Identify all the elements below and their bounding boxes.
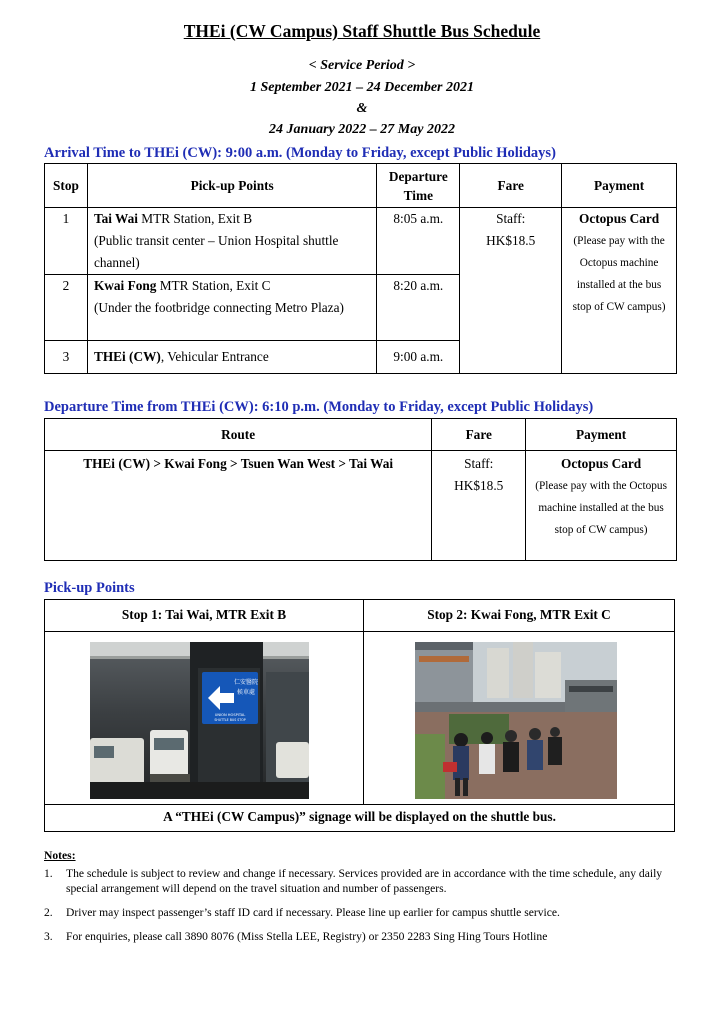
arrival-heading: Arrival Time to THEi (CW): 9:00 a.m. (Monday to Friday, except Public Holidays) <box>44 145 556 161</box>
departure-time: 9:00 a.m. <box>377 341 460 374</box>
payment-cell <box>562 208 677 374</box>
service-period-label: < Service Period > <box>308 58 416 73</box>
sign-text-cn-2: 候車處 <box>236 689 256 696</box>
note-number: 1. <box>44 867 53 880</box>
kwai-fong-photo <box>415 642 617 799</box>
notes-section <box>44 848 684 953</box>
note-item <box>44 905 684 920</box>
payment-cell <box>526 451 677 561</box>
pickup-point <box>87 341 376 374</box>
pickup-point-detail: (Under the footbridge connecting Metro Plaza) <box>93 300 344 315</box>
fare-cell <box>432 451 526 561</box>
payment-method: Octopus Card <box>561 456 642 471</box>
pickup-photos-box <box>44 599 675 832</box>
note-item <box>44 866 684 896</box>
payment-note: (Please pay with the Octopus machine installed at the bus stop of CW campus) <box>572 235 666 313</box>
stop1-caption: Stop 1: Tai Wai, MTR Exit B <box>121 607 287 622</box>
service-period-ampersand: & <box>356 101 368 116</box>
table-row <box>45 451 677 561</box>
pickup-heading: Pick-up Points <box>44 580 135 596</box>
header-stop: Stop <box>45 164 88 208</box>
notes-heading: Notes: <box>44 849 76 862</box>
note-text: For enquiries, please call 3890 8076 (Miss Stella LEE, Registry) or 2350 2283 Sing Hing Tours Hotline <box>66 930 548 943</box>
header-pickup-points: Pick-up Points <box>87 164 376 208</box>
tai-wai-photo <box>90 642 309 799</box>
departure-time: 8:20 a.m. <box>377 275 460 341</box>
stop-number: 3 <box>45 341 88 374</box>
stop2-caption: Stop 2: Kwai Fong, MTR Exit C <box>427 607 611 622</box>
departure-time: 8:05 a.m. <box>377 208 460 275</box>
route-text: THEi (CW) > Kwai Fong > Tsuen Wan West > Tai Wai <box>45 451 432 561</box>
signage-note: A “THEi (CW Campus)” signage will be displayed on the shuttle bus. <box>163 809 556 824</box>
note-item <box>44 929 684 944</box>
pickup-point-exit: , Vehicular Entrance <box>160 349 269 364</box>
sign-text-cn-1: 仁安醫院 <box>233 679 259 686</box>
payment-note: (Please pay with the Octopus machine installed at the bus stop of CW campus) <box>535 480 667 536</box>
header-payment: Payment <box>526 419 677 451</box>
note-text: The schedule is subject to review and change if necessary. Services provided are in accordance with the time schedule, any daily special arrangement will depend on the travel situation and number of passengers. <box>66 867 663 895</box>
pickup-point-exit: MTR Station, Exit C <box>156 278 271 293</box>
fare-amount: HK$18.5 <box>486 233 536 248</box>
fare-label: Staff: <box>496 211 526 226</box>
header-route: Route <box>45 419 432 451</box>
tai-wai-photo-art <box>90 642 309 799</box>
kwai-fong-photo-art <box>415 642 617 799</box>
fare-label: Staff: <box>464 456 494 471</box>
note-number: 2. <box>44 906 53 919</box>
header-fare: Fare <box>432 419 526 451</box>
pickup-point <box>87 275 376 341</box>
page-title: THEi (CW Campus) Staff Shuttle Bus Schedule <box>183 21 541 41</box>
pickup-point-exit: MTR Station, Exit B <box>137 211 253 226</box>
service-period-range-2: 24 January 2022 – 27 May 2022 <box>269 122 455 137</box>
payment-method: Octopus Card <box>578 211 660 226</box>
departure-heading: Departure Time from THEi (CW): 6:10 p.m. (Monday to Friday, except Public Holidays) <box>44 399 594 415</box>
pickup-point <box>87 208 376 275</box>
arrival-table <box>44 163 677 374</box>
fare-amount: HK$18.5 <box>454 478 504 493</box>
header-payment: Payment <box>562 164 677 208</box>
note-text: Driver may inspect passenger’s staff ID card if necessary. Please line up earlier for campus shuttle service. <box>66 906 560 919</box>
header-fare: Fare <box>460 164 562 208</box>
sign-text-en-2: SHUTTLE BUS STOP <box>214 718 246 722</box>
departure-table <box>44 418 677 561</box>
table-row <box>45 208 677 275</box>
sign-text-en-1: UNION HOSPITAL <box>214 713 246 717</box>
pickup-point-detail: (Public transit center – Union Hospital shuttle channel) <box>93 233 339 270</box>
note-number: 3. <box>44 930 53 943</box>
pickup-point-name: THEi (CW) <box>93 349 161 364</box>
stop-number: 2 <box>45 275 88 341</box>
header-departure-time: Departure Time <box>377 164 460 208</box>
service-period-range-1: 1 September 2021 – 24 December 2021 <box>250 80 474 95</box>
pickup-point-name: Kwai Fong <box>93 278 157 293</box>
stop-number: 1 <box>45 208 88 275</box>
pickup-point-name: Tai Wai <box>93 211 138 226</box>
fare-cell <box>460 208 562 374</box>
